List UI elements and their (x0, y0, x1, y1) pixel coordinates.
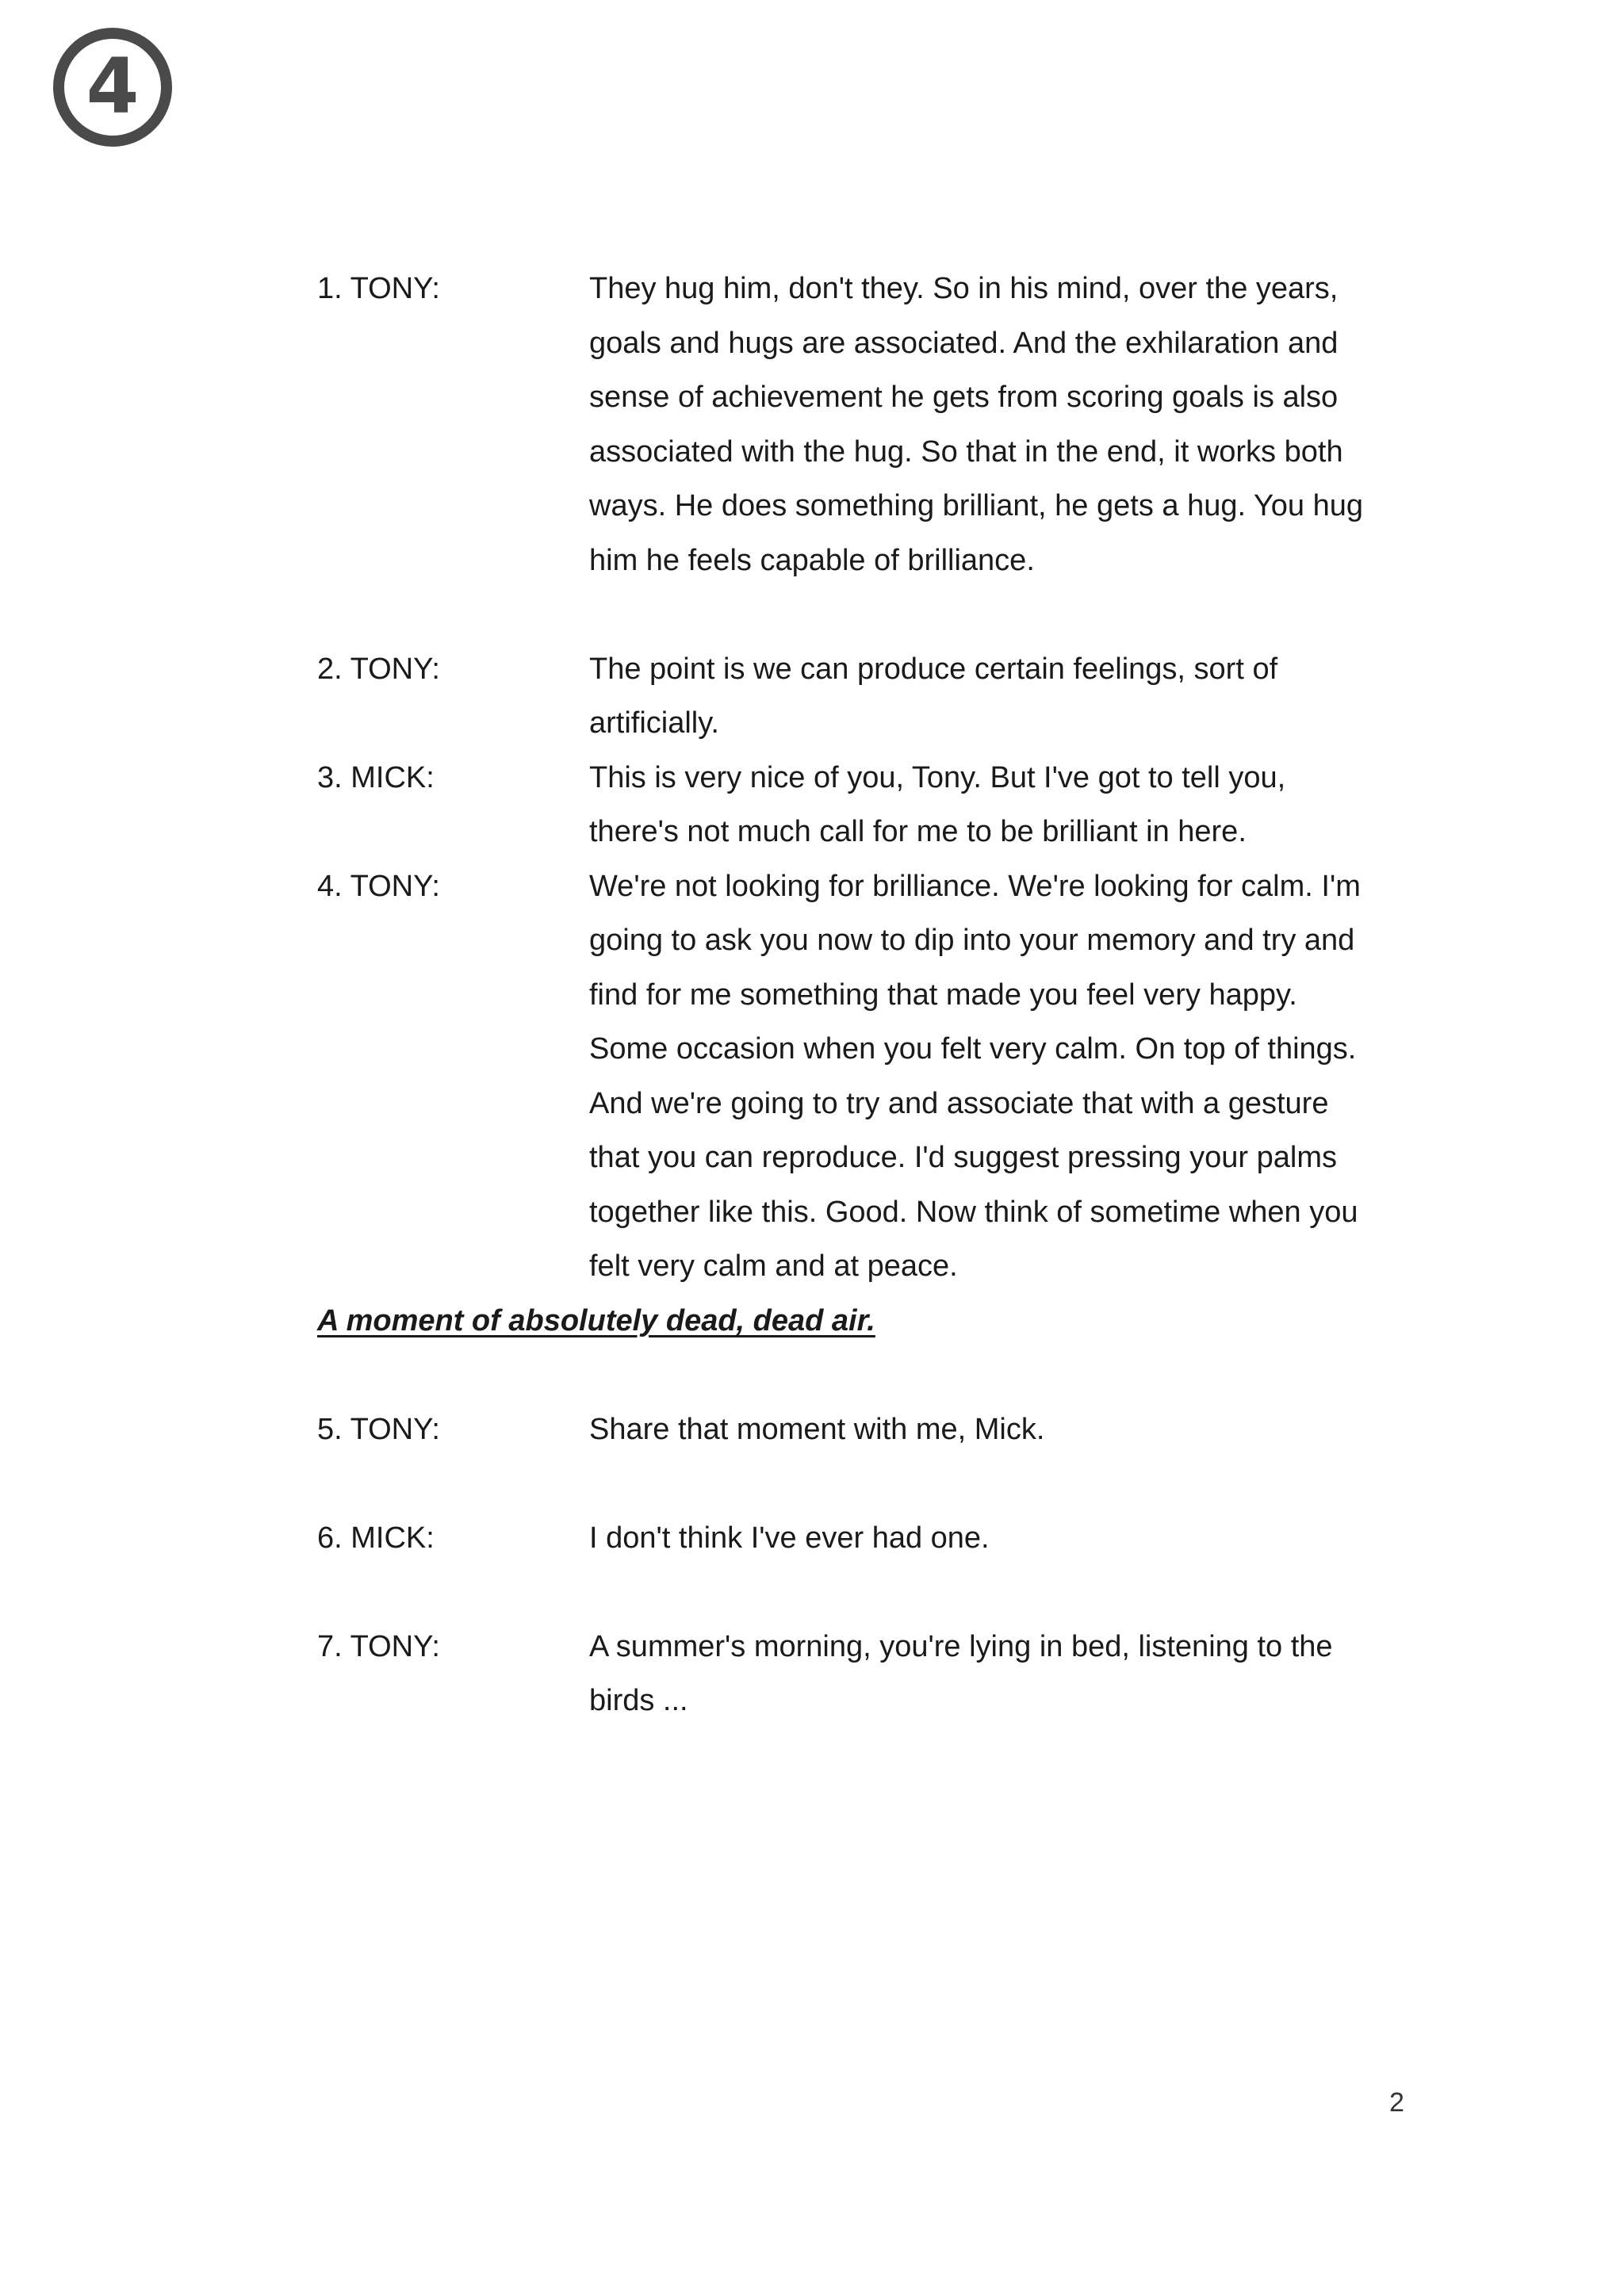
speaker-label: 3. MICK: (317, 760, 435, 794)
dialogue-line: sense of achievement he gets from scoring goals is also (589, 381, 1339, 414)
stage-direction: A moment of absolutely dead, dead air. (317, 1303, 875, 1337)
speaker-label: 5. TONY: (317, 1412, 440, 1446)
dialogue-entry (317, 859, 1427, 1294)
dialogue-line: that you can reproduce. I'd suggest pressing your palms (589, 1141, 1338, 1174)
speaker-label: 6. MICK: (317, 1521, 435, 1555)
dialogue-text (589, 1620, 1427, 1728)
dialogue-line: The point is we can produce certain feelings, sort of (589, 652, 1278, 686)
dialogue-line: find for me something that made you feel very happy. (589, 978, 1297, 1012)
dialogue-text (589, 859, 1427, 1294)
dialogue-line: A summer's morning, you're lying in bed, listening to the (589, 1629, 1333, 1663)
dialogue-text (589, 1511, 1427, 1566)
speaker-label: 1. TONY: (317, 272, 440, 305)
speaker-label: 4. TONY: (317, 869, 440, 903)
dialogue-line: there's not much call for me to be brilliant in here. (589, 815, 1247, 848)
dialogue-line: ways. He does something brilliant, he gets a hug. You hug (589, 489, 1363, 522)
dialogue-line: him he feels capable of brilliance. (589, 543, 1035, 577)
dialogue-line: We're not looking for brilliance. We're looking for calm. I'm (589, 869, 1361, 903)
dialogue-line: And we're going to try and associate that with a gesture (589, 1086, 1329, 1120)
badge-number: 4 (86, 42, 140, 131)
speaker-label: 7. TONY: (317, 1629, 440, 1663)
speaker-label: 2. TONY: (317, 652, 440, 686)
dialogue-line: together like this. Good. Now think of sometime when you (589, 1195, 1358, 1229)
dialogue-line: They hug him, don't they. So in his mind, over the years, (589, 272, 1339, 305)
dialogue-entry (317, 1620, 1427, 1728)
dialogue-entry (317, 642, 1427, 751)
dialogue-entry (317, 262, 1427, 587)
dialogue-line: associated with the hug. So that in the end, it works both (589, 434, 1343, 469)
dialogue-line: This is very nice of you, Tony. But I've got to tell you, (589, 760, 1286, 794)
dialogue-text (589, 642, 1427, 751)
dialogue-text (589, 1402, 1427, 1457)
dialogue-line: felt very calm and at peace. (589, 1249, 958, 1283)
dialogue-line: Share that moment with me, Mick. (589, 1412, 1045, 1446)
dialogue-line: goals and hugs are associated. And the exhilaration and (589, 326, 1339, 360)
dialogue-entry (317, 1511, 1427, 1566)
circled-number-badge (51, 24, 174, 147)
circle-number-icon (51, 24, 174, 147)
dialogue-text (589, 262, 1427, 587)
dialogue-entry (317, 751, 1427, 859)
dialogue-line: Some occasion when you felt very calm. On top of things. (589, 1032, 1357, 1066)
dialogue-line: artificially. (589, 706, 719, 740)
dialogue-line: birds ... (589, 1684, 688, 1717)
dialogue-block (317, 262, 1427, 1728)
dialogue-entry (317, 1402, 1427, 1457)
dialogue-line: I don't think I've ever had one. (589, 1521, 990, 1555)
page-number: 2 (1389, 2087, 1404, 2118)
dialogue-line: going to ask you now to dip into your memory and try and (589, 924, 1355, 957)
dialogue-text (589, 751, 1427, 859)
